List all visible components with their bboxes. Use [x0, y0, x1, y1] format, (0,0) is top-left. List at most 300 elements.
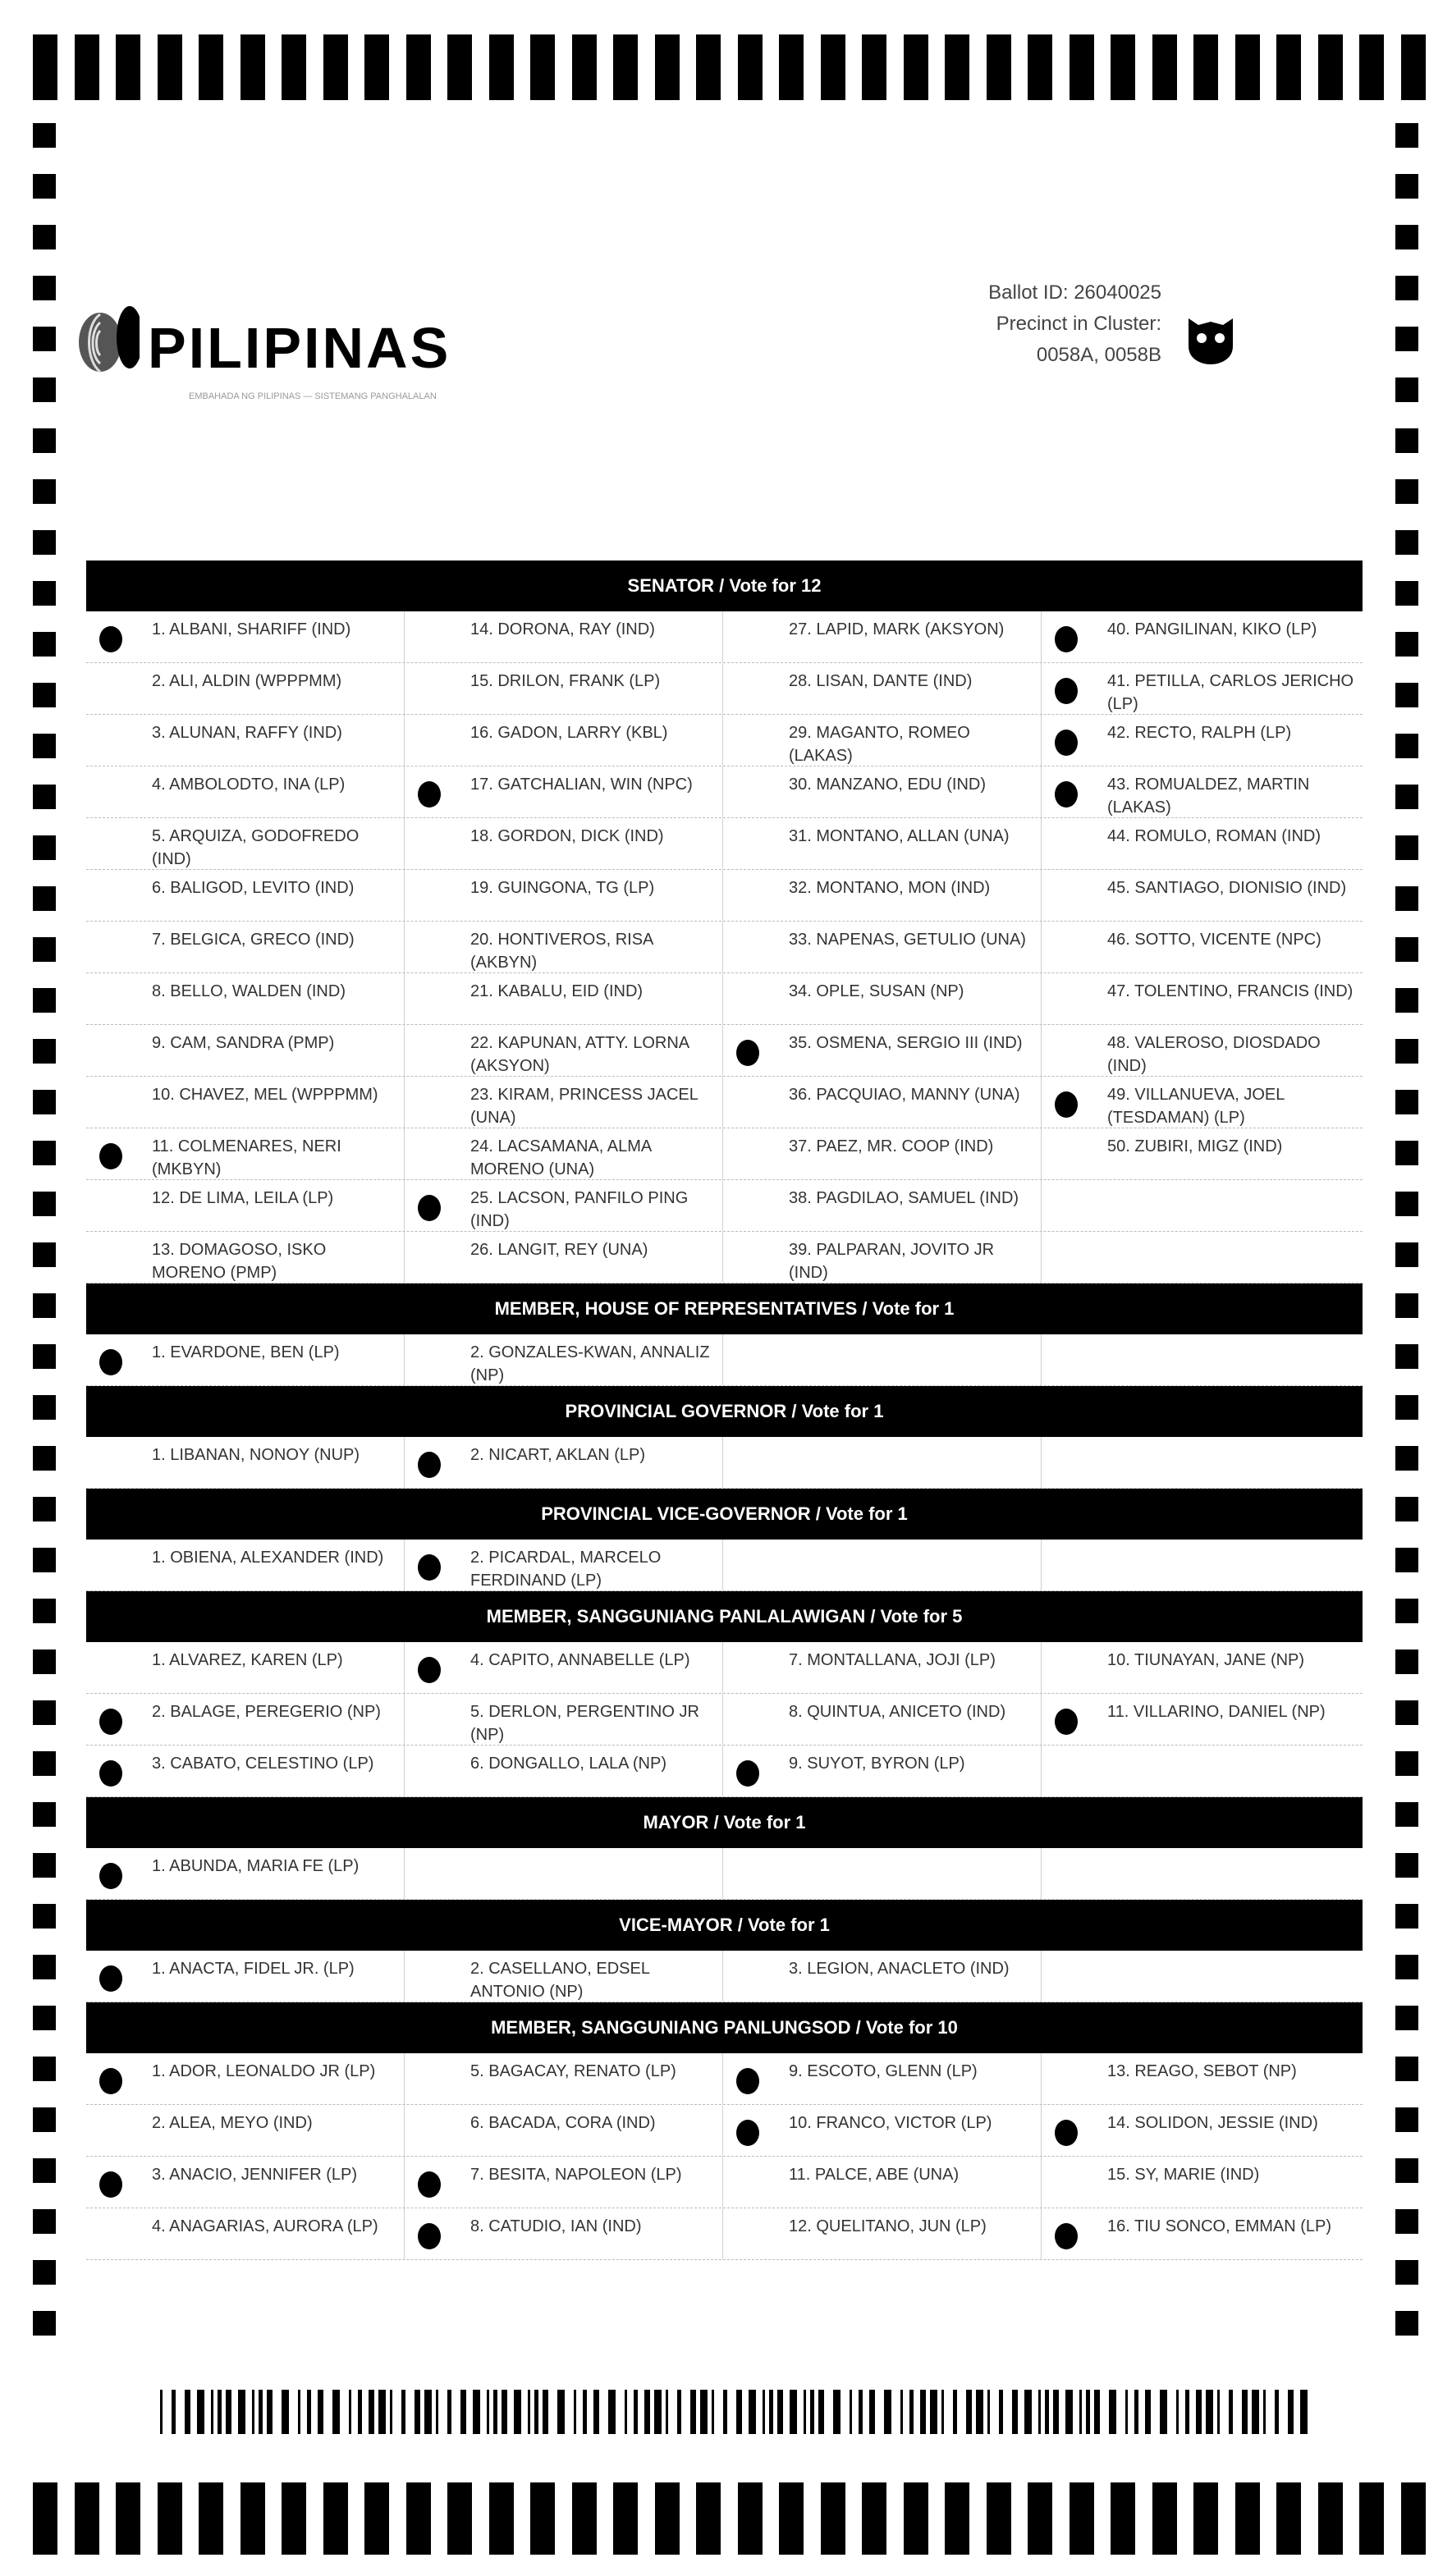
- barcode-bar: [769, 2390, 773, 2434]
- barcode-bar: [1086, 2390, 1090, 2434]
- candidate-row: [86, 2208, 1363, 2260]
- timing-mark-left: [33, 479, 56, 504]
- shaded-oval[interactable]: [418, 1657, 441, 1683]
- barcode-bar: [487, 2390, 489, 2434]
- barcode-bar: [999, 2390, 1003, 2434]
- barcode-bar: [390, 2390, 392, 2434]
- candidate-name: 29. MAGANTO, ROMEO (LAKAS): [789, 724, 970, 765]
- timing-mark-top: [75, 34, 99, 100]
- shaded-oval[interactable]: [736, 2068, 759, 2094]
- timing-mark-top: [1359, 34, 1384, 100]
- timing-mark-right: [1395, 2057, 1418, 2081]
- candidate-cell[interactable]: [723, 2053, 1042, 2104]
- candidate-cell[interactable]: [723, 922, 1042, 972]
- shaded-oval[interactable]: [99, 1143, 122, 1169]
- candidate-cell[interactable]: [86, 2105, 405, 2156]
- candidate-cell[interactable]: [1042, 870, 1360, 921]
- timing-mark-top: [530, 34, 555, 100]
- ballot-info: [988, 277, 1161, 371]
- candidate-name: 14. SOLIDON, JESSIE (IND): [1107, 2114, 1318, 2132]
- timing-mark-top: [821, 34, 845, 100]
- timing-mark-left: [33, 1904, 56, 1929]
- candidate-cell[interactable]: [86, 1642, 405, 1693]
- barcode-bar: [447, 2390, 451, 2434]
- candidate-cell[interactable]: [1042, 1642, 1360, 1693]
- candidate-name: 10. FRANCO, VICTOR (LP): [789, 2114, 992, 2132]
- candidate-name: 18. GORDON, DICK (IND): [470, 827, 664, 845]
- candidate-cell[interactable]: [405, 1951, 723, 2002]
- candidate-cell[interactable]: [405, 1746, 723, 1796]
- candidate-cell[interactable]: [86, 1128, 405, 1179]
- timing-mark-right: [1395, 1853, 1418, 1878]
- timing-mark-top: [1152, 34, 1177, 100]
- timing-mark-left: [33, 428, 56, 453]
- candidate-cell[interactable]: [405, 1694, 723, 1745]
- timing-mark-top: [406, 34, 431, 100]
- candidate-row: [86, 870, 1363, 922]
- barcode-bar: [358, 2390, 362, 2434]
- candidate-cell[interactable]: [1042, 922, 1360, 972]
- timing-mark-left: [33, 2158, 56, 2183]
- candidate-name: 6. BALIGOD, LEVITO (IND): [152, 879, 355, 897]
- candidate-cell[interactable]: [1042, 766, 1360, 817]
- timing-mark-right: [1395, 1293, 1418, 1318]
- candidate-name: 47. TOLENTINO, FRANCIS (IND): [1107, 982, 1354, 1000]
- barcode-bar: [298, 2390, 300, 2434]
- candidate-cell[interactable]: [405, 2105, 723, 2156]
- barcode-bar: [1176, 2390, 1179, 2434]
- candidate-row: [86, 1642, 1363, 1694]
- timing-mark-bottom: [489, 2482, 514, 2555]
- shaded-oval[interactable]: [418, 2223, 441, 2249]
- candidate-cell: [1042, 1951, 1360, 2002]
- candidate-name: 28. LISAN, DANTE (IND): [789, 672, 973, 690]
- candidate-name: 4. CAPITO, ANNABELLE (LP): [470, 1651, 690, 1669]
- barcode-bar: [593, 2390, 599, 2434]
- timing-mark-top: [364, 34, 389, 100]
- candidate-cell[interactable]: [1042, 1077, 1360, 1128]
- shaded-oval[interactable]: [99, 2068, 122, 2094]
- candidate-cell[interactable]: [723, 1694, 1042, 1745]
- timing-mark-left: [33, 1192, 56, 1216]
- candidate-name: 41. PETILLA, CARLOS JERICHO (LP): [1107, 672, 1354, 713]
- candidate-name: 2. NICART, AKLAN (LP): [470, 1446, 646, 1464]
- candidate-cell[interactable]: [723, 611, 1042, 662]
- candidate-name: 17. GATCHALIAN, WIN (NPC): [470, 776, 693, 794]
- barcode-bar: [267, 2390, 273, 2434]
- candidate-cell[interactable]: [86, 1694, 405, 1745]
- timing-mark-right: [1395, 1548, 1418, 1572]
- candidate-cell[interactable]: [723, 663, 1042, 714]
- candidate-name: 27. LAPID, MARK (AKSYON): [789, 620, 1005, 638]
- shaded-oval[interactable]: [736, 1760, 759, 1787]
- timing-mark-bottom: [75, 2482, 99, 2555]
- shaded-oval[interactable]: [418, 781, 441, 808]
- barcode-bar: [1053, 2390, 1059, 2434]
- timing-mark-right: [1395, 1904, 1418, 1929]
- shaded-oval[interactable]: [418, 1452, 441, 1478]
- candidate-name: 2. ALI, ALDIN (WPPPMM): [152, 672, 342, 690]
- timing-mark-left: [33, 1548, 56, 1572]
- candidate-cell[interactable]: [86, 1746, 405, 1796]
- barcode-bar: [644, 2390, 650, 2434]
- candidate-row: [86, 1077, 1363, 1128]
- candidate-cell[interactable]: [1042, 1694, 1360, 1745]
- shaded-oval[interactable]: [1055, 2223, 1078, 2249]
- candidate-cell[interactable]: [86, 2208, 405, 2259]
- timing-mark-right: [1395, 2311, 1418, 2336]
- barcode-bar: [226, 2390, 231, 2434]
- candidate-cell[interactable]: [405, 1077, 723, 1128]
- barcode-bar: [1196, 2390, 1202, 2434]
- candidate-row: [86, 1128, 1363, 1180]
- barcode-bar: [1125, 2390, 1128, 2434]
- timing-mark-top: [696, 34, 721, 100]
- barcode-bar: [818, 2390, 824, 2434]
- timing-mark-bottom: [323, 2482, 348, 2555]
- timing-mark-right: [1395, 1242, 1418, 1267]
- barcode-bar: [528, 2390, 530, 2434]
- candidate-cell: [723, 1540, 1042, 1590]
- barcode-bar: [543, 2390, 548, 2434]
- candidate-name: 6. BACADA, CORA (IND): [470, 2114, 656, 2132]
- barcode-bar: [1065, 2390, 1073, 2434]
- timing-mark-bottom: [199, 2482, 223, 2555]
- candidate-row: [86, 1848, 1363, 1900]
- timing-mark-right: [1395, 1090, 1418, 1114]
- candidate-cell[interactable]: [86, 766, 405, 817]
- barcode-bar: [810, 2390, 814, 2434]
- candidate-cell[interactable]: [86, 1951, 405, 2002]
- candidate-name: 36. PACQUIAO, MANNY (UNA): [789, 1086, 1020, 1104]
- timing-mark-top: [655, 34, 680, 100]
- candidate-name: 5. DERLON, PERGENTINO JR (NP): [470, 1703, 699, 1744]
- barcode-bar: [252, 2390, 254, 2434]
- candidate-name: 34. OPLE, SUSAN (NP): [789, 982, 964, 1000]
- barcode-bar: [869, 2390, 875, 2434]
- candidate-name: 5. BAGACAY, RENATO (LP): [470, 2062, 676, 2080]
- candidate-cell[interactable]: [86, 922, 405, 972]
- timing-mark-right: [1395, 1497, 1418, 1521]
- candidate-cell[interactable]: [1042, 663, 1360, 714]
- shaded-oval[interactable]: [1055, 781, 1078, 808]
- candidate-cell[interactable]: [1042, 2105, 1360, 2156]
- timing-mark-right: [1395, 2260, 1418, 2285]
- timing-mark-bottom: [33, 2482, 57, 2555]
- candidate-cell[interactable]: [1042, 1128, 1360, 1179]
- candidate-cell[interactable]: [723, 2105, 1042, 2156]
- barcode-bar: [318, 2390, 323, 2434]
- shaded-oval[interactable]: [418, 2171, 441, 2198]
- candidate-cell[interactable]: [86, 1334, 405, 1385]
- shaded-oval[interactable]: [99, 2171, 122, 2198]
- candidate-cell[interactable]: [405, 611, 723, 662]
- barcode-bar: [185, 2390, 190, 2434]
- barcode-bar: [534, 2390, 538, 2434]
- candidate-cell[interactable]: [86, 818, 405, 869]
- candidate-cell[interactable]: [405, 870, 723, 921]
- shaded-oval[interactable]: [736, 2120, 759, 2146]
- timing-mark-right: [1395, 1649, 1418, 1674]
- timing-mark-left: [33, 377, 56, 402]
- timing-mark-bottom: [696, 2482, 721, 2555]
- candidate-cell: [1042, 1334, 1360, 1385]
- timing-mark-bottom: [613, 2482, 638, 2555]
- candidate-cell: [723, 1437, 1042, 1488]
- timing-mark-bottom: [1276, 2482, 1301, 2555]
- barcode-bar: [211, 2390, 213, 2434]
- timing-mark-left: [33, 1649, 56, 1674]
- candidate-cell[interactable]: [86, 1077, 405, 1128]
- barcode-bar: [160, 2390, 163, 2434]
- candidate-cell[interactable]: [86, 663, 405, 714]
- shaded-oval[interactable]: [418, 1554, 441, 1581]
- candidate-cell[interactable]: [405, 1232, 723, 1283]
- shaded-oval[interactable]: [418, 1195, 441, 1221]
- timing-mark-right: [1395, 886, 1418, 911]
- timing-mark-bottom: [447, 2482, 472, 2555]
- candidate-cell[interactable]: [86, 2157, 405, 2208]
- timing-mark-right: [1395, 1751, 1418, 1776]
- candidate-cell[interactable]: [86, 1180, 405, 1231]
- timing-mark-bottom: [987, 2482, 1011, 2555]
- candidate-cell[interactable]: [405, 1025, 723, 1076]
- barcode-bar: [502, 2390, 507, 2434]
- candidate-cell[interactable]: [405, 663, 723, 714]
- candidate-cell[interactable]: [1042, 611, 1360, 662]
- barcode-bar: [700, 2390, 708, 2434]
- candidate-cell[interactable]: [405, 766, 723, 817]
- candidate-cell[interactable]: [1042, 2208, 1360, 2259]
- candidate-cell[interactable]: [86, 1025, 405, 1076]
- timing-mark-bottom: [862, 2482, 886, 2555]
- timing-mark-bottom: [1152, 2482, 1177, 2555]
- candidate-cell[interactable]: [723, 2157, 1042, 2208]
- candidate-row: [86, 1437, 1363, 1489]
- candidate-name: 24. LACSAMANA, ALMA MORENO (UNA): [470, 1137, 652, 1178]
- shaded-oval[interactable]: [1055, 1091, 1078, 1118]
- candidate-cell[interactable]: [86, 1540, 405, 1590]
- barcode-bar: [218, 2390, 222, 2434]
- shaded-oval[interactable]: [736, 1040, 759, 1066]
- barcode-bar: [1252, 2390, 1259, 2434]
- candidate-cell[interactable]: [86, 1437, 405, 1488]
- candidate-cell[interactable]: [723, 1232, 1042, 1283]
- timing-mark-left: [33, 1293, 56, 1318]
- timing-mark-right: [1395, 377, 1418, 402]
- candidate-cell: [405, 1848, 723, 1899]
- candidate-cell[interactable]: [405, 715, 723, 766]
- timing-mark-top: [116, 34, 140, 100]
- timing-mark-bottom: [1028, 2482, 1052, 2555]
- candidate-cell[interactable]: [723, 973, 1042, 1024]
- shaded-oval[interactable]: [99, 1863, 122, 1889]
- candidate-name: 8. BELLO, WALDEN (IND): [152, 982, 346, 1000]
- candidate-cell[interactable]: [86, 973, 405, 1024]
- timing-mark-top: [1318, 34, 1343, 100]
- candidate-name: 10. TIUNAYAN, JANE (NP): [1107, 1651, 1305, 1669]
- timing-mark-right: [1395, 2107, 1418, 2132]
- shaded-oval[interactable]: [99, 1349, 122, 1375]
- barcode-bar: [1079, 2390, 1082, 2434]
- barcode-bar: [282, 2390, 289, 2434]
- candidate-cell[interactable]: [723, 818, 1042, 869]
- candidate-name: 21. KABALU, EID (IND): [470, 982, 644, 1000]
- timing-mark-left: [33, 2006, 56, 2030]
- timing-mark-top: [738, 34, 763, 100]
- timing-mark-bottom: [158, 2482, 182, 2555]
- candidate-cell[interactable]: [405, 1540, 723, 1590]
- timing-mark-top: [1235, 34, 1260, 100]
- candidate-cell[interactable]: [405, 2157, 723, 2208]
- timing-mark-right: [1395, 1599, 1418, 1623]
- candidate-cell[interactable]: [1042, 2157, 1360, 2208]
- timing-mark-top: [447, 34, 472, 100]
- timing-mark-right: [1395, 1955, 1418, 1979]
- candidate-cell[interactable]: [405, 922, 723, 972]
- barcode-bar: [172, 2390, 176, 2434]
- candidate-name: 35. OSMENA, SERGIO III (IND): [789, 1034, 1023, 1052]
- shaded-oval[interactable]: [99, 626, 122, 652]
- timing-mark-right: [1395, 632, 1418, 657]
- shaded-oval[interactable]: [1055, 2120, 1078, 2146]
- candidate-cell[interactable]: [405, 1642, 723, 1693]
- timing-mark-right: [1395, 1446, 1418, 1471]
- candidate-cell[interactable]: [1042, 715, 1360, 766]
- candidate-name: 13. REAGO, SEBOT (NP): [1107, 2062, 1297, 2080]
- candidate-cell[interactable]: [405, 1180, 723, 1231]
- timing-mark-right: [1395, 1192, 1418, 1216]
- timing-mark-right: [1395, 276, 1418, 300]
- barcode-bar: [583, 2390, 587, 2434]
- timing-mark-right: [1395, 327, 1418, 351]
- shaded-oval[interactable]: [1055, 1709, 1078, 1735]
- candidate-cell[interactable]: [723, 1128, 1042, 1179]
- timing-mark-left: [33, 174, 56, 199]
- barcode-bar: [1275, 2390, 1279, 2434]
- candidate-name: 9. SUYOT, BYRON (LP): [789, 1755, 965, 1773]
- candidate-cell[interactable]: [86, 1848, 405, 1899]
- candidate-cell[interactable]: [723, 715, 1042, 766]
- candidate-name: 22. KAPUNAN, ATTY. LORNA (AKSYON): [470, 1034, 689, 1075]
- ballot-header: [74, 271, 1371, 533]
- candidate-name: 46. SOTTO, VICENTE (NPC): [1107, 931, 1321, 949]
- timing-mark-top: [158, 34, 182, 100]
- shaded-oval[interactable]: [99, 1709, 122, 1735]
- barcode-bar: [804, 2390, 806, 2434]
- timing-mark-left: [33, 1955, 56, 1979]
- candidate-cell[interactable]: [1042, 973, 1360, 1024]
- candidate-name: 43. ROMUALDEZ, MARTIN (LAKAS): [1107, 776, 1310, 817]
- candidate-cell[interactable]: [86, 2053, 405, 2104]
- barcode-bar: [1012, 2390, 1018, 2434]
- candidate-name: 11. PALCE, ABE (UNA): [789, 2166, 960, 2184]
- candidate-cell[interactable]: [86, 1232, 405, 1283]
- candidate-cell[interactable]: [723, 1642, 1042, 1693]
- shaded-oval[interactable]: [99, 1760, 122, 1787]
- candidate-cell[interactable]: [86, 611, 405, 662]
- candidate-cell[interactable]: [723, 1077, 1042, 1128]
- candidate-row: [86, 922, 1363, 973]
- barcode-bar: [690, 2390, 696, 2434]
- candidate-cell[interactable]: [723, 870, 1042, 921]
- candidate-cell[interactable]: [86, 870, 405, 921]
- timing-mark-left: [33, 123, 56, 148]
- candidate-cell[interactable]: [405, 2208, 723, 2259]
- candidate-name: 37. PAEZ, MR. COOP (IND): [789, 1137, 994, 1155]
- candidate-name: 30. MANZANO, EDU (IND): [789, 776, 987, 794]
- timing-mark-left: [33, 2057, 56, 2081]
- candidate-cell[interactable]: [723, 1951, 1042, 2002]
- candidate-name: 31. MONTANO, ALLAN (UNA): [789, 827, 1010, 845]
- candidate-cell[interactable]: [405, 1437, 723, 1488]
- candidate-name: 25. LACSON, PANFILO PING (IND): [470, 1189, 689, 1230]
- timing-mark-bottom: [530, 2482, 555, 2555]
- candidate-name: 13. DOMAGOSO, ISKO MORENO (PMP): [152, 1241, 327, 1282]
- candidate-cell[interactable]: [1042, 2053, 1360, 2104]
- candidate-row: [86, 1951, 1363, 2002]
- barcode-bar: [1229, 2390, 1233, 2434]
- candidate-name: 15. SY, MARIE (IND): [1107, 2166, 1260, 2184]
- barcode-bar: [987, 2390, 990, 2434]
- shaded-oval[interactable]: [1055, 730, 1078, 756]
- candidate-cell[interactable]: [405, 973, 723, 1024]
- timing-mark-top: [779, 34, 804, 100]
- candidate-cell[interactable]: [405, 1334, 723, 1385]
- barcode-bar: [859, 2390, 863, 2434]
- candidate-cell[interactable]: [405, 1128, 723, 1179]
- timing-mark-right: [1395, 734, 1418, 758]
- candidate-row: [86, 663, 1363, 715]
- barcode-bar: [909, 2390, 914, 2434]
- candidate-name: 16. TIU SONCO, EMMAN (LP): [1107, 2217, 1332, 2235]
- candidate-cell[interactable]: [1042, 818, 1360, 869]
- timing-mark-left: [33, 1141, 56, 1165]
- barcode-bar: [749, 2390, 756, 2434]
- timing-mark-top: [33, 34, 57, 100]
- timing-mark-bottom: [572, 2482, 597, 2555]
- candidate-cell[interactable]: [1042, 1025, 1360, 1076]
- barcode-bar: [197, 2390, 204, 2434]
- timing-mark-left: [33, 734, 56, 758]
- candidate-name: 48. VALEROSO, DIOSDADO (IND): [1107, 1034, 1321, 1075]
- candidate-name: 5. ARQUIZA, GODOFREDO (IND): [152, 827, 360, 868]
- candidate-name: 7. MONTALLANA, JOJI (LP): [789, 1651, 996, 1669]
- candidate-cell[interactable]: [405, 2053, 723, 2104]
- timing-mark-right: [1395, 835, 1418, 860]
- candidate-cell[interactable]: [723, 1025, 1042, 1076]
- shaded-oval[interactable]: [99, 1965, 122, 1992]
- barcode-bar: [332, 2390, 340, 2434]
- candidate-cell[interactable]: [405, 818, 723, 869]
- candidate-name: 45. SANTIAGO, DIONISIO (IND): [1107, 879, 1347, 897]
- timing-mark-bottom: [364, 2482, 389, 2555]
- shaded-oval[interactable]: [1055, 678, 1078, 704]
- timing-mark-bottom: [1193, 2482, 1218, 2555]
- timing-mark-bottom: [1235, 2482, 1260, 2555]
- barcode-bar: [1109, 2390, 1116, 2434]
- timing-mark-top: [987, 34, 1011, 100]
- timing-mark-bottom: [240, 2482, 265, 2555]
- candidate-cell[interactable]: [723, 766, 1042, 817]
- candidate-cell[interactable]: [723, 1180, 1042, 1231]
- candidate-cell[interactable]: [86, 715, 405, 766]
- candidate-cell[interactable]: [723, 1746, 1042, 1796]
- candidate-name: 3. CABATO, CELESTINO (LP): [152, 1755, 374, 1773]
- timing-mark-right: [1395, 2209, 1418, 2234]
- candidate-cell[interactable]: [723, 2208, 1042, 2259]
- shaded-oval[interactable]: [1055, 626, 1078, 652]
